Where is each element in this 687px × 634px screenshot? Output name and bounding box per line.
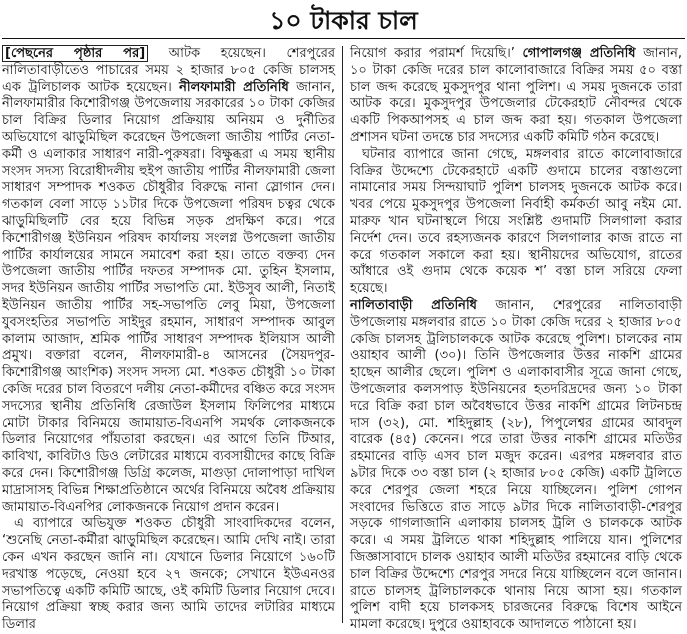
headline-rule [2,38,685,39]
headline: ১০ টাকার চাল [269,6,418,35]
left-column [2,46,342,633]
nalitabari-dateline: নালিতাবাড়ী প্রতিনিধি [350,297,477,313]
continued-label: [পেছনের পৃষ্ঠার পর] [2,45,148,62]
right-column [342,46,682,633]
right-para-3-text: জানান, শেরপুরের নালিতাবাড়ী উপজেলায় মঙ্গলবার রাতে ১০ টাকা কেজি দরের ২ হাজার ৮০৫ কেজি চালসহ ট্রলিচালককে আটক করেছে পুলিশ। চালকের নাম ওয়াহাব আলী (৩০)। তিনি উপজেলার উত্তর নাকশি গ্রামের হাছেন আলীর ছেলে। পুলিশ ও এলাকাবাসীর সূত্রে জানা গেছে, উপজেলার কলসপাড় ইউনিয়নের হতদরিদ্রদের জন্য ১০ টাকা দরে বিক্রি করা চাল অবৈধভাবে উত্তর নাকশি গ্রামের লিটনচন্দ্র দাস (৩২), মো. শহিদুল্লাহ (২৮), পিপুলেশ্বর গ্রামের আবদুল বারেক (৪৫) কেনেন। পরে তারা উত্তর নাকশি গ্রামের মতিউর রহমানের বাড়ি এসব চাল মজুদ করেন। এরপর মঙ্গলবার রাত ৯টার দিকে ৩৩ বস্তা চাল (২ হাজার ৮০৫ কেজি) একটি ট্রলিতে করে শেরপুর জেলা শহরে নিয়ে যাচ্ছিলেন। পুলিশ গোপন সংবাদের ভিত্তিতে রাত সাড়ে ৯টার দিকে নালিতাবাড়ী-শেরপুর সড়কে গাগলাজানি এলাকায় চালসহ ট্রলি ও চালককে আটক করে। এ সময় ট্রলিতে থাকা শহিদুল্লাহ পালিয়ে যান। পুলিশের জিজ্ঞাসাবাদে চালক ওয়াহাব আলী মতিউর রহমানের বাড়ি থেকে চাল বিক্রির উদ্দেশ্যে শেরপুর সদরে নিয়ে যাচ্ছিলেন বলে জানান। রাতে চালসহ ট্রলিচালককে থানায় নিয়ে আসা হয়। গতকাল পুলিশ বাদী হয়ে চালকসহ চারজনের বিরুদ্ধে বিশেষ আইনে মামলা করেছে। দুপুরে ওয়াহাবকে আদালতে পাঠানো হয়। [350,297,682,633]
nilphamari-text: জানান, নীলফামারীর কিশোরীগঞ্জ উপজেলায় সরকারের ১০ টাকা কেজির চাল বিক্রির ডিলার নিয়োগ প্রক্রিয়ায় অনিয়ম ও দুর্নীতির অভিযোগে ঝাড়ুমিছিল করেছেন উপজেলা জাতীয় পার্টির নেতা-কর্মী ও এলাকার সাধারণ নারী-পুরুষরা। বিক্ষুব্ধরা এ সময় স্থানীয় সংসদ সদস্য বিরোধীদলীয় হুইপ জাতীয় পার্টির নীলফামারী জেলা সাধারণ সম্পাদক শওকত চৌধুরীর বিরুদ্ধে নানা স্লোগান দেন। গতকাল বেলা সাড়ে ১১টার দিকে উপজেলা পরিষদ চত্বর থেকে ঝাড়ুমিছিলটি বের হয়ে বিভিন্ন সড়ক প্রদক্ষিণ করে। পরে কিশোরীগঞ্জ ইউনিয়ন পরিষদ কার্যালয় সংলগ্ন উপজেলা জাতীয় পার্টির কার্যালয়ের সামনে সমাবেশ করা হয়। তাতে বক্তব্য দেন উপজেলা জাতীয় পার্টির দফতর সম্পাদক মো. তুহিন ইসলাম, সদর ইউনিয়ন জাতীয় পার্টির সভাপতি মো. ইউসুব আলী, নিতাই ইউনিয়ন জাতীয় পার্টির সহ-সভাপতি লেবু মিয়া, উপজেলা যুবসংহতির সভাপতি সাইদুর রহমান, সাধারণ সম্পাদক আবুল কালাম আজাদ, শ্রমিক পার্টির সাধারণ সম্পাদক ইলিয়াস আলী প্রমুখ। বক্তারা বলেন, নীলফামারী-৪ আসনের (সৈয়দপুর-কিশোরীগঞ্জ আংশিক) সংসদ সদস্য মো. শওকত চৌধুরী ১০ টাকা কেজি দরের চাল বিতরণে দলীয় নেতা-কর্মীদের বঞ্চিত করে সংসদ সদস্যের স্থানীয় প্রতিনিধি রেজাউল ইসলাম ফিলিপের মাধ্যমে মোটা টাকার বিনিময়ে জামায়াত-বিএনপি সমর্থক লোকজনকে ডিলার নিয়োগের পাঁয়তারা করছেন। এর আগে তিনি টিআর, কাবিখা, কাবিটাও ডিও লেটারের মাধ্যমে ব্যবসায়ীদের কাছে বিক্রি করে দেন। কিশোরীগঞ্জ ডিগ্রি কলেজ, মাগুড়া দোলাপাড়া দাখিল মাদ্রাসাসহ বিভিন্ন শিক্ষাপ্রতিষ্ঠানে অর্থের বিনিময়ে অবৈধ প্রক্রিয়ায় জামায়াত-বিএনপির লোকজনকে নিয়োগ প্রদান করেন। [2,79,335,515]
gopalganj-dateline: গোপালগঞ্জ প্রতিনিধি [522,46,636,61]
nilphamari-dateline: নীলফামারী প্রতিনিধি [179,79,289,95]
right-para-1 [350,46,682,147]
article-columns [2,46,685,633]
right-para-3 [350,298,682,634]
left-para-1-text: আটক হয়েছেন। শেরপুরের নালিতাবাড়ীতেও পাচারের সময় ২ হাজার ৮০৫ কেজি চালসহ এক ট্রলিচালক আটক হয়েছেন। [2,46,336,95]
right-para-1-b: জানান, ১০ টাকা কেজি দরের চাল কালোবাজারে বিক্রির সময় ৫০ বস্তা চাল জব্দ করেছে মুকসুদপুর থানা পুলিশ। এ সময় দুজনকে তারা আটক করে। মুকসুদপুর উপজেলার টেকেরহাট নৌবন্দর থেকে একটি পিকআপসহ এ চাল জব্দ করা হয়। গতকাল উপজেলা প্রশাসন ঘটনা তদন্তে চার সদস্যের একটি কমিটি গঠন করেছে। [350,46,682,145]
left-para-1 [2,46,335,516]
newspaper-page [0,6,687,633]
right-para-2: ঘটনার ব্যাপারে জানা গেছে, মঙ্গলবার রাতে কালোবাজারে বিক্রির উদ্দেশ্যে টেকেরহাটে একটি গুদামে চালের বস্তাগুলো নামানোর সময় সিন্দয়াঘাট পুলিশ চালসহ দুজনকে আটক করে। খবর পেয়ে মুকসুদপুর উপজেলা নির্বাহী কর্মকর্তা আবু নইম মো. মারুফ খান ঘটনাস্থলে গিয়ে সংশ্লিষ্ট গুদামটি সিলগালা করার নির্দেশ দেন। তবে রহস্যজনক কারণে সিলগালার কাজ রাতে না করে গতকাল সকালে করা হয়। স্থানীয়দের অভিযোগ, রাতের আঁধারে ওই গুদাম থেকে কয়েক শ’ বস্তা চাল সরিয়ে ফেলা হয়েছে। [350,146,682,297]
left-para-3: এ ব্যাপারে অভিযুক্ত শওকত চৌধুরী সাংবাদিকদের বলেন, ‘শুনেছি নেতা-কর্মীরা ঝাড়ুমিছিল করেছেন। আমি দেখি নাই। তারা কেন এখন করছেন জানি না। যেখানে ডিলার নিয়োগে ১৬০টি দরখাস্ত পড়েছে, নেওয়া হবে ২৭ জনকে; সেখানে ইউএনওর সভাপতিত্বে একটি কমিটি আছে, ওই কমিটি ডিলার নিয়োগ দেবে। নিয়োগ প্রক্রিয়া স্বচ্ছ করার জন্য আমি তাদের লটারির মাধ্যমে ডিলার [2,516,335,633]
right-para-1-a: নিয়োগ করার পরামর্শ দিয়েছি।’ [350,46,515,61]
